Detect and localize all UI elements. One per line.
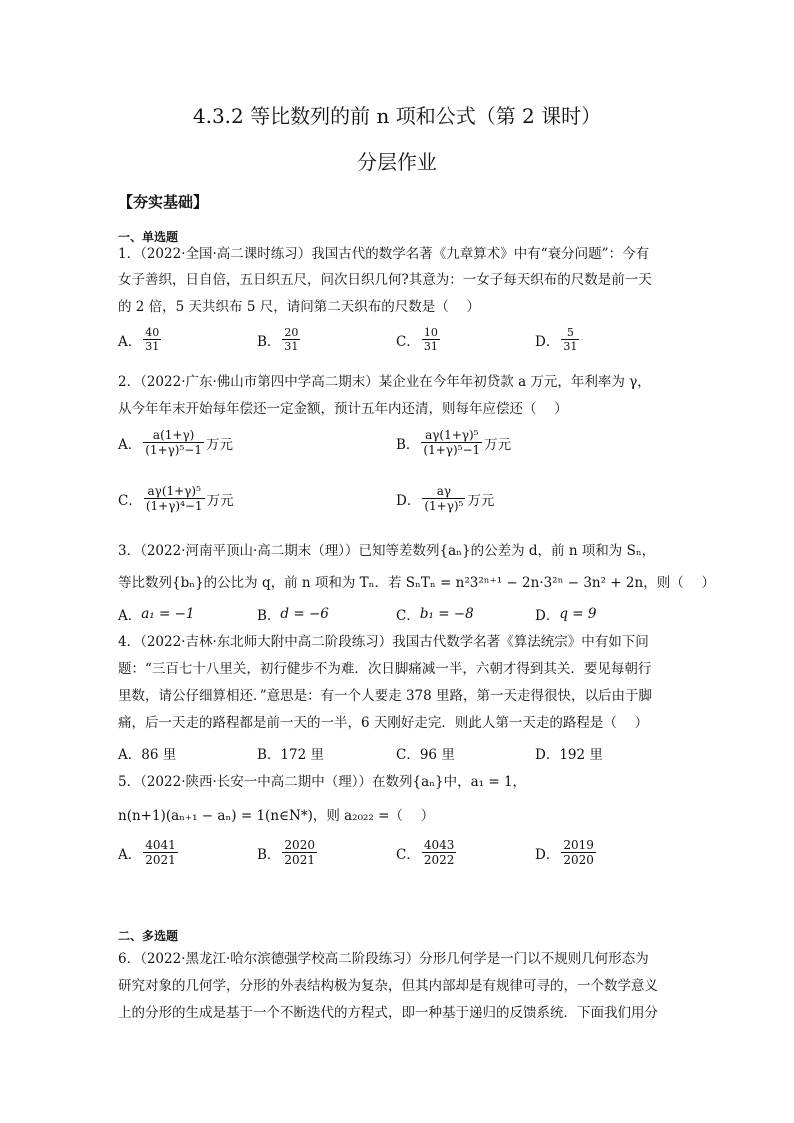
q3-line-1: 3．（2022·河南平顶山·高二期末（理））已知等差数列{aₙ}的公差为 d，前 n 项和为 Sₙ， — [118, 543, 656, 559]
q2-option-d: D． $\frac{a\gamma}{\text{(1+γ)⁵}}$ 万元 — [396, 484, 495, 513]
q4-line-1: 4．（2022·吉林·东北师大附中高二阶段练习）我国古代数学名著《算法统宗》中有如下问 — [118, 634, 649, 650]
q5-option-c: C． $\frac{4043}{2022}$ — [396, 838, 455, 867]
fraction: $\frac{20}{31}$ — [284, 326, 299, 353]
q5-line-1: 5．（2022·陕西·长安一中高二期中（理））在数列{aₙ}中，a₁ = 1， — [118, 774, 527, 790]
fraction: $\frac{5}{31}$ — [563, 326, 578, 353]
q4-line-3: 里数，请公仔细算相还．”意思是：有一个人要走 378 里路，第一天走得很快，以后由于脚 — [118, 688, 653, 704]
q2-line-2: 从今年年末开始每年偿还一定金额，预计五年内还清，则每年应偿还（ ） — [118, 401, 568, 417]
fraction: $\frac{\text{aγ(1+γ)⁵}}{\text{(1+γ)⁵−1}}$ — [423, 428, 481, 457]
q1-line-3: 的 2 倍，5 天共织布 5 尺，请问第二天织布的尺数是（ ） — [118, 299, 481, 315]
section-label: 【夯实基础】 — [118, 193, 209, 211]
q3-option-c: C． b₁ = −8 — [396, 606, 474, 624]
q4-option-d: D． 192 里 — [535, 747, 603, 763]
q5-option-d: D． $\frac{2019}{2020}$ — [535, 838, 594, 867]
page-subtitle: 分层作业 — [357, 150, 437, 174]
q2-option-a: A． $\frac{a(1+\gamma)}{\text{(1+γ)⁵−1}}$ 万元 — [118, 428, 233, 457]
q3-line-2: 等比数列{bₙ}的公比为 q，前 n 项和为 Tₙ．若 SₙTₙ = n²3²ⁿ⁺¹ − 2n·3²ⁿ − 3n² + 2n，则（ ） — [118, 575, 715, 591]
fraction: $\frac{4041}{2021}$ — [145, 838, 176, 867]
q6-line-2: 研究对象的几何学，分形的外表结构极为复杂，但其内部却是有规律可寻的，一个数学意义 — [118, 978, 658, 994]
fraction: $\frac{\text{aγ(1+γ)⁵}}{\text{(1+γ)⁴−1}}$ — [145, 484, 203, 513]
q4-option-c: C． 96 里 — [396, 747, 455, 763]
q3-option-a: A． a₁ = −1 — [118, 606, 195, 624]
q1-option-b: B． $\frac{20}{31}$ — [257, 326, 299, 353]
q1-line-1: 1．（2022·全国·高二课时练习）我国古代的数学名著《九章算术》中有“衰分问题”：今有 — [118, 246, 650, 262]
q4-option-b: B． 172 里 — [257, 747, 324, 763]
q5-line-2: n(n+1)(aₙ₊₁ − aₙ) = 1(n∈N*)，则 a₂₀₂₂ =（ ） — [118, 808, 435, 824]
q6-line-3: 上的分形的生成是基于一个不断迭代的方程式，即一种基于递归的反馈系统．下面我们用分 — [118, 1005, 658, 1021]
q4-option-a: A． 86 里 — [118, 747, 177, 763]
heading-multiple-choice: 二、多选题 — [118, 929, 179, 943]
q3-option-b: B． d = −6 — [257, 606, 329, 624]
q5-option-b: B． $\frac{2020}{2021}$ — [257, 838, 315, 867]
q5-option-a: A． $\frac{4041}{2021}$ — [118, 838, 176, 867]
q4-line-2: 题：“三百七十八里关，初行健步不为难．次日脚痛减一半，六朝才得到其关．要见每朝行 — [118, 661, 652, 677]
heading-single-choice: 一、单选题 — [118, 230, 179, 244]
page-title: 4.3.2 等比数列的前 n 项和公式（第 2 课时） — [192, 104, 602, 128]
q4-line-4: 痛，后一天走的路程都是前一天的一半，6 天刚好走完．则此人第一天走的路程是（ ） — [118, 715, 649, 731]
q2-line-1: 2．（2022·广东·佛山市第四中学高二期末）某企业在今年年初贷款 a 万元，年利率为 γ， — [118, 374, 651, 390]
q1-option-c: C． $\frac{10}{31}$ — [396, 326, 438, 353]
q3-option-d: D． q = 9 — [535, 606, 597, 624]
q2-option-c: C． $\frac{\text{aγ(1+γ)⁵}}{\text{(1+γ)⁴−1}}$ 万元 — [118, 484, 234, 513]
q1-option-d: D． $\frac{5}{31}$ — [535, 326, 578, 353]
fraction: $\frac{40}{31}$ — [145, 326, 160, 353]
fraction: $\frac{2019}{2020}$ — [563, 838, 594, 867]
q6-line-1: 6．（2022·黑龙江·哈尔滨德强学校高二阶段练习）分形几何学是一门以不规则几何形态为 — [118, 951, 649, 967]
fraction: $\frac{10}{31}$ — [423, 326, 438, 353]
fraction: $\frac{4043}{2022}$ — [423, 838, 455, 867]
q1-option-a: A． $\frac{40}{31}$ — [118, 326, 160, 353]
fraction: $\frac{a(1+\gamma)}{\text{(1+γ)⁵−1}}$ — [145, 428, 202, 457]
q2-option-b: B． $\frac{\text{aγ(1+γ)⁵}}{\text{(1+γ)⁵−1}}$ 万元 — [396, 428, 512, 457]
fraction: $\frac{a\gamma}{\text{(1+γ)⁵}}$ — [424, 484, 464, 513]
fraction: $\frac{2020}{2021}$ — [284, 838, 315, 867]
q1-line-2: 女子善织，日自倍，五日织五尺，问次日织几何?其意为：一女子每天织布的尺数是前一天 — [118, 272, 652, 288]
